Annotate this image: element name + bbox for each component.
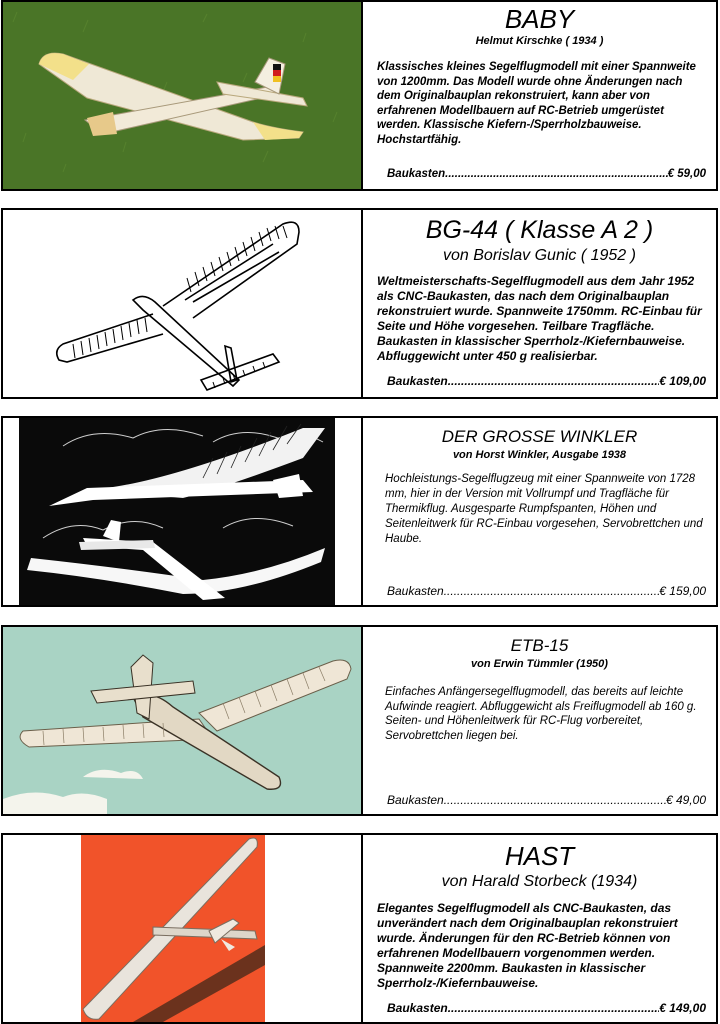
product-description: Klassisches kleines Segelflugmodell mit einer Spannweite von 1200mm. Das Modell wurde ohne Änderungen nach dem Originalbauplan rekonstruiert, kann aber von erfahrenen Modellbauern auf RC-Betrieb umgerüstet werden. Klassische Kiefern-/Sperrholzbauweise. Hochstartfähig. xyxy=(377,61,696,146)
price-value: € 159,00 xyxy=(659,584,706,598)
product-card-etb15 xyxy=(1,625,718,816)
product-price-line xyxy=(387,793,706,807)
price-leader xyxy=(445,168,667,180)
price-value: € 59,00 xyxy=(667,168,706,180)
price-value: € 49,00 xyxy=(665,793,706,807)
product-subtitle: von Harald Storbeck (1934) xyxy=(441,873,638,890)
price-value: € 109,00 xyxy=(659,374,706,388)
price-label: Baukasten xyxy=(387,793,444,807)
product-card-winkler xyxy=(1,416,718,607)
product-description: Einfaches Anfängersegelflugmodell, das bereits auf leichte Aufwinde reagiert. Abfluggewicht als Freiflugmodell ab 160 g. Seiten- und Höhenleitwerk für RC-Flug vorbereitet, Servobrettchen liegen bei. xyxy=(385,686,697,742)
product-card-baby xyxy=(1,0,718,191)
product-title: ETB-15 xyxy=(510,636,569,655)
product-price-line xyxy=(387,1001,706,1015)
price-label: Baukasten xyxy=(387,584,444,598)
product-subtitle: Helmut Kirschke ( 1934 ) xyxy=(475,35,604,47)
product-description: Elegantes Segelflugmodell als CNC-Baukasten, das unverändert nach dem Originalbauplan rekonstruiert wurde. Änderungen für den RC-Betrieb können von erfahrenen Modellbauern vorgenommen werden. Spannweite 2200mm. Baukasten in klassischer Sperrholz-/Kiefernbauweise. xyxy=(377,901,678,990)
hast-poster xyxy=(3,835,361,1022)
product-card-bg44 xyxy=(1,208,718,399)
product-subtitle: von Erwin Tümmler (1950) xyxy=(471,658,608,670)
product-title: BABY xyxy=(504,4,575,34)
product-description: Weltmeisterschafts-Segelflugmodell aus dem Jahr 1952 als CNC-Baukasten, das nach dem Originalbauplan rekonstruiert wurde. Spannweite 1750mm. RC-Einbau für Seite und Höhe vorgesehen. Teilbare Tragfläche. Baukasten in klassischer Sperrholz-/Kiefernbauweise. Abfluggewicht unter 450 g realisierbar. xyxy=(377,274,702,363)
bg44-drawing xyxy=(3,210,361,397)
product-subtitle: von Borislav Gunic ( 1952 ) xyxy=(443,247,636,264)
winkler-info xyxy=(361,418,716,605)
etb15-illustration xyxy=(3,627,361,814)
product-description: Hochleistungs-Segelflugzeug mit einer Spannweite von 1728 mm, hier in der Version mit Vollrumpf und Tragfläche für Thermikflug. Ausgesparte Rumpfspanten, Höhen und Seitenleitwerk für RC-Einbau vorgesehen, Servobrettchen und Haube. xyxy=(385,473,703,545)
winkler-drawing xyxy=(3,418,361,605)
product-price-line xyxy=(387,584,706,598)
price-label: Baukasten xyxy=(387,374,448,388)
product-price-line xyxy=(387,374,706,388)
bg44-info xyxy=(361,210,716,397)
baby-photo xyxy=(3,2,361,189)
product-subtitle: von Horst Winkler, Ausgabe 1938 xyxy=(452,449,627,461)
price-label: Baukasten xyxy=(387,1001,448,1015)
product-card-hast xyxy=(1,833,718,1024)
price-label: Baukasten xyxy=(387,168,446,180)
product-title: DER GROSSE WINKLER xyxy=(441,427,638,446)
etb15-info xyxy=(361,627,716,814)
price-leader xyxy=(448,1001,660,1015)
price-value: € 149,00 xyxy=(659,1001,706,1015)
price-leader xyxy=(444,793,666,807)
baby-info xyxy=(361,2,716,189)
product-price-line xyxy=(387,168,706,180)
price-leader xyxy=(444,584,660,598)
hast-info xyxy=(361,835,716,1022)
product-title: HAST xyxy=(504,841,575,871)
price-leader xyxy=(448,374,660,388)
product-title: BG-44 ( Klasse A 2 ) xyxy=(425,216,654,244)
